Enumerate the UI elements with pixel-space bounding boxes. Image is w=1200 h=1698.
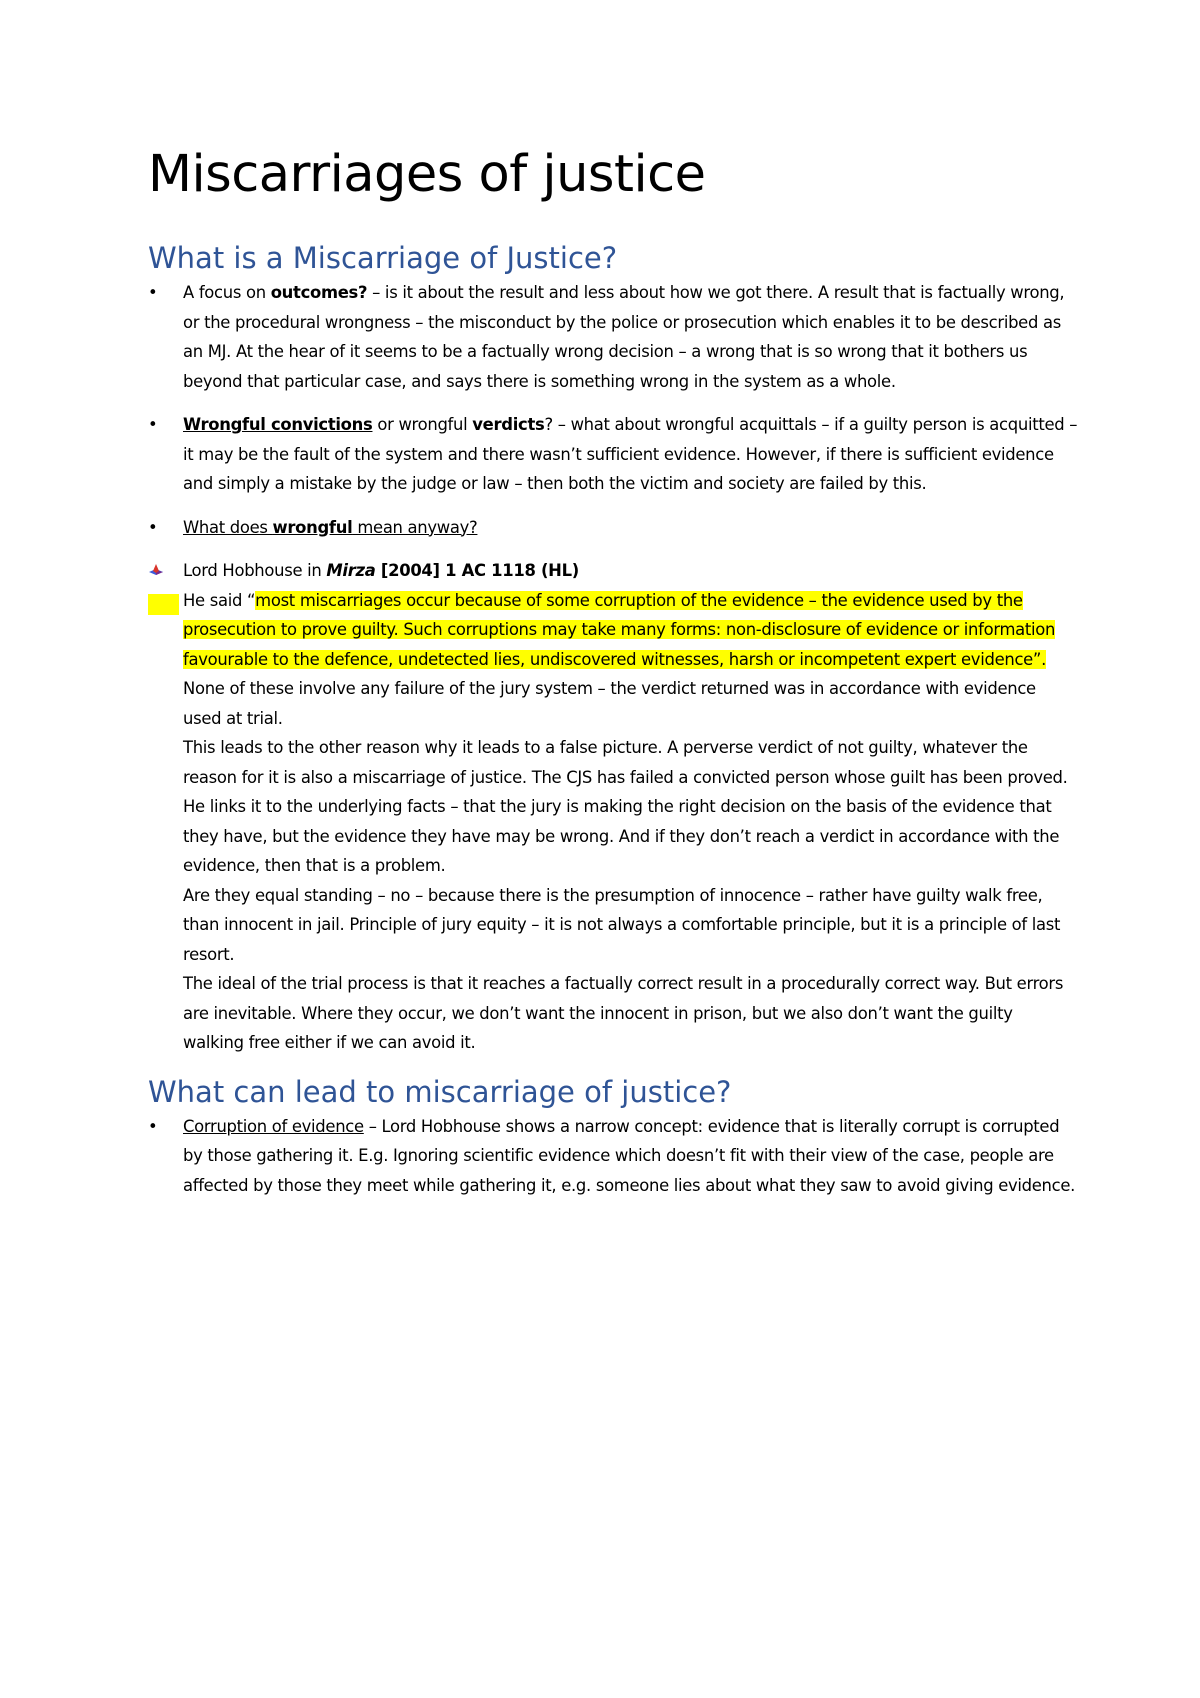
bullet-wrongful-text: mean anyway? <box>352 517 478 537</box>
paragraph-false-picture: This leads to the other reason why it leads to a false picture. A perverse verdict of not guilty, whatever the reason for it is also a miscarriage of justice. The CJS has failed a convicted person whose guilt has been proved. <box>183 738 1068 787</box>
quote-highlighted-text: most miscarriages occur because of some corruption of the evidence – the evidence used by the prosecution to prove guilty. Such corruptions may take many forms: non-disclosure of evidence or information favourable to the defence, undetected lies, undiscovered witnesses, harsh or incompetent expert evidence”. <box>183 590 1056 669</box>
bullet-outcomes-lead: A focus on <box>183 283 271 302</box>
paragraph-equal-standing: Are they equal standing – no – because there is the presumption of innocence – rather have guilty walk free, than innocent in jail. Principle of jury equity – it is not always a comfortable principle, but it is a principle of last resort. <box>183 885 1061 964</box>
bullet-hobhouse-lead: Lord Hobhouse in <box>183 561 327 580</box>
bullet-convictions-text: ? – what about wrongful acquittals – if a guilty person is acquitted – it may be the fault of the system and there wasn’t sufficient evidence. However, if there is sufficient evidence and simply a mistake by the judge or law – then both the victim and society are failed by this. <box>183 415 1078 493</box>
document-content <box>148 140 1078 1200</box>
section-heading-what-is: What is a Miscarriage of Justice? <box>148 241 618 275</box>
section-body-what-can-lead <box>148 1112 1078 1201</box>
quote-paragraph <box>148 586 1078 675</box>
bullet-glyph: • <box>148 415 158 434</box>
bullet-item-wrongful-meaning <box>148 513 1078 543</box>
bullet-glyph: • <box>148 1116 158 1136</box>
bullet-glyph: • <box>148 283 158 302</box>
bullet-corruption-underline: Corruption of evidence <box>183 1116 364 1136</box>
highlight-mark <box>148 594 179 615</box>
bullet-hobhouse-case-name: Mirza <box>326 561 376 580</box>
bullet-outcomes-bold: outcomes? <box>270 283 368 302</box>
bullet-wrongful-bold: wrongful <box>272 517 353 537</box>
bullet-item-wrongful-convictions <box>148 410 1078 499</box>
arrow-icon <box>148 563 164 579</box>
bullet-item-outcomes <box>148 278 1078 396</box>
paragraph-jury-system: None of these involve any failure of the jury system – the verdict returned was in accordance with evidence used at trial. <box>183 679 1036 728</box>
document-title: Miscarriages of justice <box>148 145 706 204</box>
arrow-bullet-icon <box>148 556 168 586</box>
bullet-item-corruption <box>148 1112 1078 1201</box>
bullet-item-hobhouse <box>148 556 1078 586</box>
bullet-wrongful-lead: What does <box>183 517 273 537</box>
paragraph-trial-ideal: The ideal of the trial process is that it reaches a factually correct result in a procedurally correct way. But errors are inevitable. Where they occur, we don’t want the innocent in prison, but we also don’t want the guilty walking free either if we can avoid it. <box>183 974 1064 1052</box>
bullet-hobhouse-citation: [2004] 1 AC 1118 (HL) <box>375 561 579 580</box>
bullet-corruption-text: – Lord Hobhouse shows a narrow concept: evidence that is literally corrupt is corrupted by those gathering it. E.g. Ignoring scientific evidence which doesn’t fit with their view of the case, people are affected by those they meet while gathering it, e.g. someone lies about what they saw to avoid giving evidence. <box>183 1116 1076 1195</box>
section-heading-what-can-lead: What can lead to miscarriage of justice? <box>148 1074 732 1109</box>
paragraph-underlying-facts: He links it to the underlying facts – that the jury is making the right decision on the basis of the evidence that they have, but the evidence they have may be wrong. And if they don’t reach a verdict in accordance with the evidence, then that is a problem. <box>183 797 1060 875</box>
bullet-convictions-bold2: verdicts <box>472 415 545 434</box>
quote-lead: He said “ <box>183 590 256 610</box>
bullet-convictions-mid: or wrongful <box>372 415 473 434</box>
bullet-outcomes-text: – is it about the result and less about how we got there. A result that is factually wrong, or the procedural wrongness – the misconduct by the police or prosecution which enables it to be described as an MJ. At the hear of it seems to be a factually wrong decision – a wrong that is so wrong that it bothers us beyond that particular case, and says there is something wrong in the system as a whole. <box>183 283 1065 391</box>
bullet-convictions-bold-underline: Wrongful convictions <box>183 415 373 434</box>
section-body-what-is <box>148 278 1078 1058</box>
bullet-glyph: • <box>148 517 158 537</box>
